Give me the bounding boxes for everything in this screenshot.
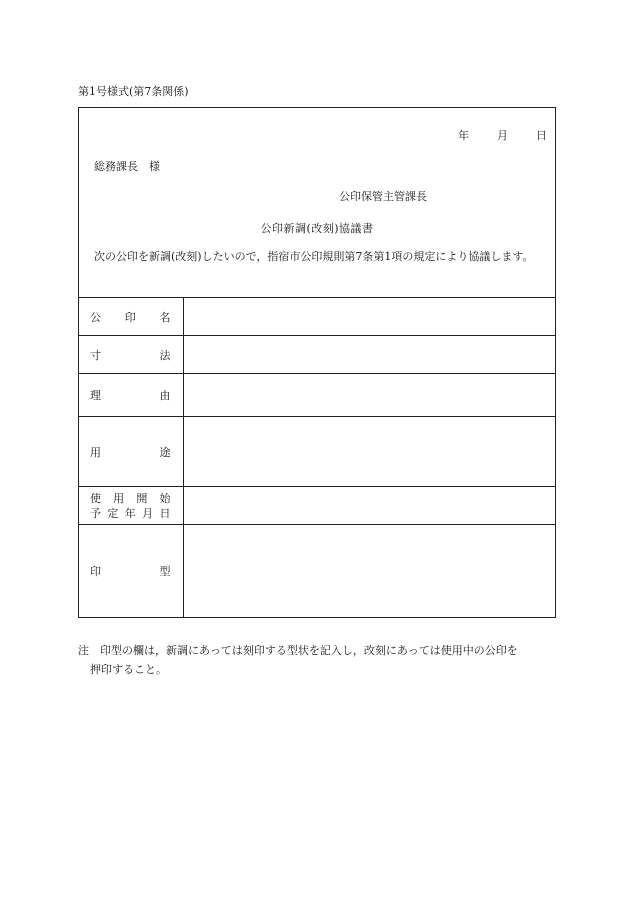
sender: 公印保管主管課長 [339, 190, 427, 203]
label-seal-name: 公 印 名 [78, 298, 183, 336]
body-text: 次の公印を新調(改刻)したいので，指宿市公印規則第7条第1項の規定により協議します。 [94, 250, 534, 263]
label-size: 寸 法 [78, 336, 183, 374]
addressee: 総務課長 様 [94, 160, 160, 173]
label-start-date: 使 用 開 始 予 定 年 月 日 [78, 487, 183, 525]
form-frame [78, 107, 556, 618]
date-month-label: 月 [497, 129, 508, 142]
table-row [78, 336, 556, 374]
value-usage[interactable] [183, 417, 556, 487]
document-title: 公印新調(改刻)協議書 [260, 222, 374, 235]
note-line-1: 注 印型の欄は，新調にあっては刻印する型状を記入し，改刻にあっては使用中の公印を [78, 644, 518, 657]
form-number: 第1号様式(第7条関係) [78, 85, 189, 98]
value-reason[interactable] [183, 374, 556, 417]
table-row [78, 525, 556, 618]
note [78, 641, 558, 679]
value-seal-name[interactable] [183, 298, 556, 336]
date-day-label: 日 [536, 129, 547, 142]
table-row [78, 374, 556, 417]
date-year-label: 年 [458, 129, 469, 142]
table-row [78, 417, 556, 487]
table-row [78, 487, 556, 525]
label-seal-impression: 印 型 [78, 525, 183, 618]
value-size[interactable] [183, 336, 556, 374]
table-row [78, 298, 556, 336]
value-seal-impression[interactable] [183, 525, 556, 618]
date-line [458, 127, 547, 143]
note-line-2: 押印すること。 [90, 663, 167, 676]
value-start-date[interactable] [183, 487, 556, 525]
label-reason: 理 由 [78, 374, 183, 417]
seal-info-table [78, 297, 556, 618]
label-usage: 用 途 [78, 417, 183, 487]
